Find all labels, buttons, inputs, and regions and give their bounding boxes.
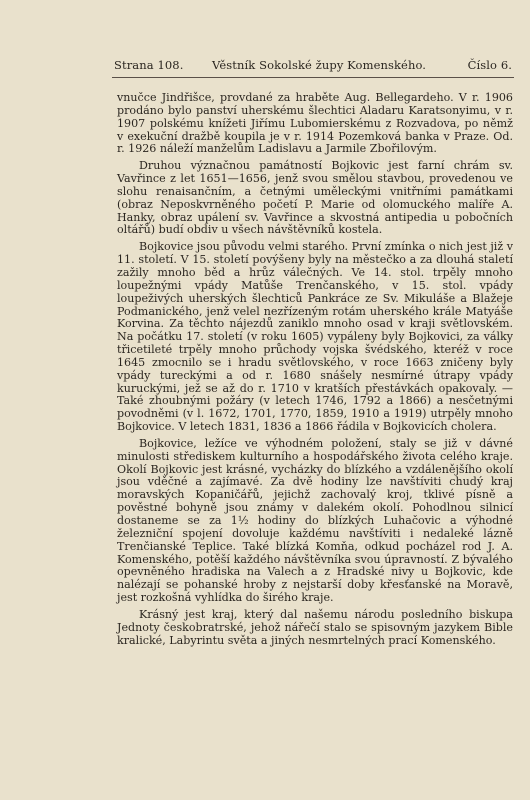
paragraph: Bojkovice jsou původu velmi starého. První zmínka o nich jest již v 11. století. V 15. století povýšeny byly na městečko a za dlouhá staletí zažily mnoho běd a hrůz válečných. Ve 14. stol. trpěly mnoho loupežnými vpády Matůše Trenčanského, v 15. stol. vpády loupeživých uherských šlechticů Pankráce ze Sv. Mikuláše a Blažeje Podmanického, jenž velel nezřízeným rotám uherského krále Matyáše Korvina. Za těchto nájezdů zaniklo mnoho osad v kraji světlovském. Na počátku 17. století (v roku 1605) vypáleny byly Bojkovici, za války třicetileté trpěly mnoho průchody vojska švédského, kteréž v roce 1645 zmocnilo se i hradu světlovského, v roce 1663 zničeny byly vpády tureckými a od r. 1680 snášely nesmírné útrapy vpády kuruckými, jež se až do r. 1710 v kratších přestávkách opakovaly. — Také zhoubnými požáry (v letech 1746, 1792 a 1866) a nesčetnými povodněmi (v l. 1672, 1701, 1770, 1859, 1910 a 1919) utrpěly mnoho Bojkovice. V letech 1831, 1836 a 1866 řádila v Bojkovicích cholera. xyxy=(117,240,513,434)
paragraph: Druhou význačnou památností Bojkovic jest farní chrám sv. Vavřince z let 1651—1656, jenž svou smělou stavbou, provedenou ve slohu renaisančním, a četnými uměleckými vnitřními památkami (obraz Neposkvrněného početí P. Marie od olomuckého malíře A. Hanky, obraz upálení sv. Vavřince a skvostná antipedia u pobočních oltářů) budí obdiv u všech návštěvníků kostela. xyxy=(117,159,513,237)
paragraph: vnučce Jindřišce, provdané za hraběte Aug. Bellegardeho. V r. 1906 prodáno bylo panství uherskému šlechtici Aladaru Karatsonyimu, v r. 1907 polskému knížeti Jiřímu Lubomierskému z Rozvadova, po němž v exekuční dražbě koupila je v r. 1914 Pozemková banka v Praze. Od. r. 1926 náleží manželům Ladislavu a Jarmile Zbořilovým. xyxy=(117,91,513,156)
article-body xyxy=(117,92,513,647)
issue-number: Číslo 6. xyxy=(467,58,512,72)
paragraph: Bojkovice, ležíce ve výhodném položení, staly se již v dávné minulosti střediskem kulturního a hospodářského života celého kraje. Okolí Bojkovic jest krásné, vycházky do blízkého a vzdálenějšího okolí jsou vděčné a zajímavé. Za dvě hodiny lze navštíviti chudý kraj moravských Kopaničářů, jejichž zachovalý kroj, tklivé písně a pověstné bohyně jsou známy v dalekém okolí. Pohodlnou silnicí dostaneme se za 1½ hodiny do blízkých Luhačovic a výhodné železniční spojení dovoluje každému navštíviti i nedaleké lázně Trenčianské Teplice. Také blízká Komňa, odkud pocházel rod J. A. Komenského, potěší každého návštěvníka svou úpravností. Z bývalého opevněného hradiska na Valech a z Hradské nivy u Bojkovic, kde nalézají se pohanské hroby z nejstarší doby křesťanské na Moravě, jest rozkošná vyhlídka do širého kraje. xyxy=(117,436,513,605)
journal-title: Věstník Sokolské župy Komenského. xyxy=(212,58,427,72)
paragraph: Krásný jest kraj, který dal našemu národu posledního biskupa Jednoty českobratrské, jehož nářečí stalo se spisovným jazykem Bible kralické, Labyrintu světa a jiných nesmrtelných prací Komenského. xyxy=(117,607,513,647)
page-number: Strana 108. xyxy=(114,58,184,72)
header-rule xyxy=(112,77,514,78)
